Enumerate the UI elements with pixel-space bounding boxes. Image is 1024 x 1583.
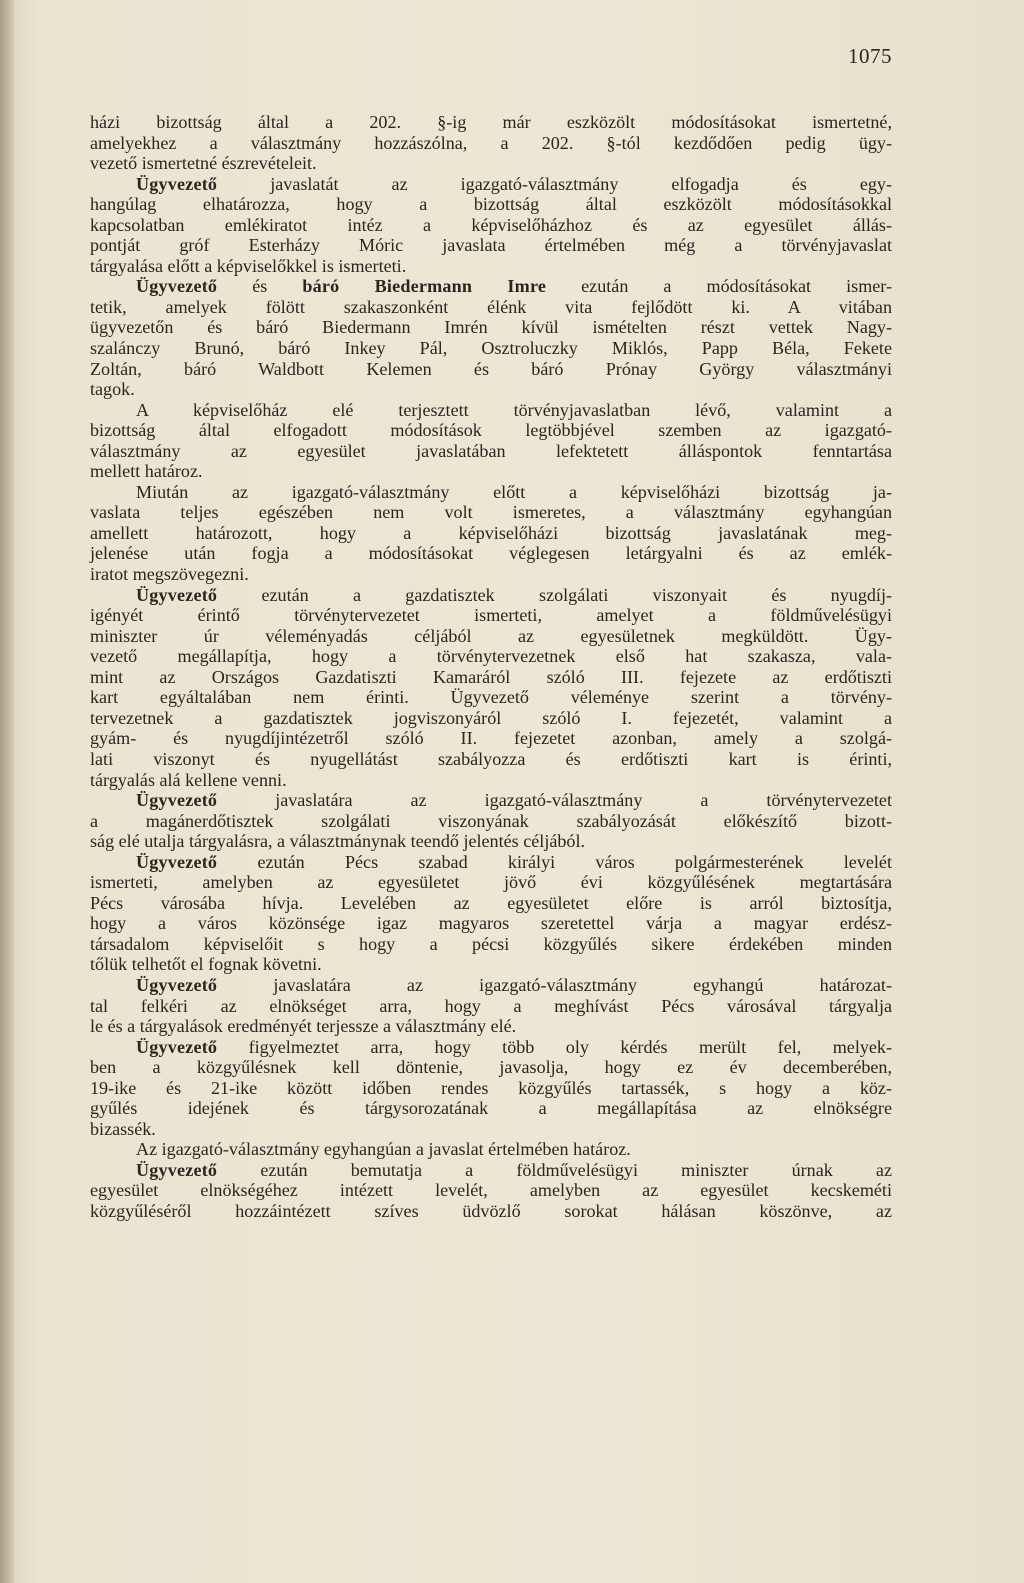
- text-line: [90, 646, 892, 667]
- line-text: ezután Pécs szabad királyi város polgármesterének levelét: [217, 851, 892, 872]
- text-line: [90, 400, 892, 421]
- line-text: figyelmeztet arra, hogy több oly kérdés merült fel, melyek-: [217, 1036, 892, 1057]
- text-line: [90, 1016, 892, 1037]
- line-text: kapcsolatban emlékiratot intéz a képviselőházhoz és az egyesület állás-: [90, 214, 892, 235]
- page-number: 1075: [848, 44, 892, 68]
- line-text: vezető ismertetné észrevételeit.: [90, 153, 317, 174]
- line-text: amellett határozott, hogy a képviselőházi bizottság javaslatának meg-: [90, 522, 892, 543]
- line-text: hogy a város közönsége igaz magyaros szeretettel várja a magyar erdész-: [90, 913, 892, 934]
- line-text: javaslatát az igazgató-választmány elfogadja és egy-: [217, 173, 892, 194]
- line-text: Pécs városába hívja. Levelében az egyesületet előre is arról biztosítja,: [90, 892, 892, 913]
- line-text: szalánczy Brunó, báró Inkey Pál, Osztroluczky Miklós, Papp Béla, Fekete: [90, 338, 892, 359]
- text-line: [90, 749, 892, 770]
- line-text: vaslata teljes egészében nem volt ismeretes, a választmány egyhangúan: [90, 502, 892, 523]
- line-text: tetik, amelyek fölött szakaszonként élénk vita fejlődött ki. A vitában: [90, 296, 892, 317]
- text-line: [90, 1180, 892, 1201]
- bold-name: Ügyvezető: [136, 851, 218, 872]
- line-text: mint az Országos Gazdatiszti Kamaráról szóló III. fejezete az erdőtiszti: [90, 666, 892, 687]
- line-text: mellett határoz.: [90, 461, 203, 482]
- text-line: [90, 543, 892, 564]
- bold-name: Ügyvezető: [136, 1159, 218, 1180]
- text-line: [90, 585, 892, 606]
- line-text: ügyvezetőn és báró Biedermann Imrén kívül ismételten részt vettek Nagy-: [90, 317, 892, 338]
- line-text: gyám- és nyugdíjintézetről szóló II. fejezetet azonban, amely a szolgá-: [90, 728, 892, 749]
- text-line: [90, 338, 892, 359]
- line-text: tervezetnek a gazdatisztek jogviszonyáról szóló I. fejezetét, valamint a: [90, 707, 892, 728]
- text-line: [90, 441, 892, 462]
- line-text: tőlük telhetőt el fognak követni.: [90, 954, 322, 975]
- text-line: [90, 194, 892, 215]
- line-text: hangúlag elhatározza, hogy a bizottság által eszközölt módosításokkal: [90, 194, 892, 215]
- text-line: [90, 831, 892, 852]
- bold-name: Ügyvezető: [136, 974, 218, 995]
- text-line: [90, 482, 892, 503]
- line-text: tárgyalása előtt a képviselőkkel is ismerteti.: [90, 255, 407, 276]
- line-text: amelyekhez a választmány hozzászólna, a 202. §-tól kezdődően pedig ügy-: [90, 132, 892, 153]
- line-text: bizottság által elfogadott módosítások legtöbbjével szemben az igazgató-: [90, 420, 892, 441]
- text-line: [90, 852, 892, 873]
- line-text: ezután a gazdatisztek szolgálati viszonyait és nyugdíj-: [217, 584, 892, 605]
- line-text: Miután az igazgató-választmány előtt a képviselőházi bizottság ja-: [136, 481, 892, 502]
- bold-name: Ügyvezető: [136, 790, 218, 811]
- text-line: [90, 1119, 892, 1140]
- text-line: [90, 667, 892, 688]
- line-text: gyűlés idejének és tárgysorozatának a megállapítása az elnökségre: [90, 1098, 892, 1119]
- text-line: [90, 790, 892, 811]
- text-line: [90, 996, 892, 1017]
- text-line: [90, 235, 892, 256]
- text-line: [90, 1037, 892, 1058]
- line-text: igényét érintő törvénytervezetet ismerteti, amelyet a földművelésügyi: [90, 605, 892, 626]
- line-text: választmány az egyesület javaslatában lefektetett álláspontok fenntartása: [90, 440, 892, 461]
- bold-name: Ügyvezető: [136, 1036, 218, 1057]
- text-line: [90, 770, 892, 791]
- text-line: [90, 215, 892, 236]
- text-line: [90, 174, 892, 195]
- line-text: ismerteti, amelyben az egyesületet jövő évi közgyűlésének megtartására: [90, 872, 892, 893]
- line-text: a magánerdőtisztek szolgálati viszonyának szabályozását előkészítő bizott-: [90, 810, 892, 831]
- text-line: [90, 461, 892, 482]
- line-text: közgyűléséről hozzáintézett szíves üdvözlő sorokat hálásan köszönve, az: [90, 1200, 892, 1221]
- body-text: [90, 112, 892, 1222]
- line-text: ság elé utalja tárgyalásra, a választmánynak teendő jelentés céljából.: [90, 831, 586, 852]
- text-line: [90, 112, 892, 133]
- line-text: javaslatára az igazgató-választmány egyhangú határozat-: [217, 974, 892, 995]
- text-line: [90, 420, 892, 441]
- text-line: [90, 317, 892, 338]
- line-text: jelenése után fogja a módosításokat véglegesen letárgyalni és az emlék-: [90, 543, 892, 564]
- text-line: [90, 1057, 892, 1078]
- bold-name: báró Biedermann Imre: [302, 276, 547, 297]
- text-line: [90, 975, 892, 996]
- text-line: [90, 872, 892, 893]
- text-line: [90, 564, 892, 585]
- text-line: [90, 133, 892, 154]
- text-line: [90, 687, 892, 708]
- line-text: miniszter úr véleményadás céljából az egyesületnek megküldött. Ügy-: [90, 625, 892, 646]
- line-text: bizassék.: [90, 1118, 156, 1139]
- line-text: egyesület elnökségéhez intézett levelét, amelyben az egyesület kecskeméti: [90, 1180, 892, 1201]
- text-line: [90, 502, 892, 523]
- page-binding-edge: [0, 0, 14, 1583]
- text-line: [90, 1078, 892, 1099]
- line-text: és: [217, 276, 303, 297]
- line-text: tal felkéri az elnökséget arra, hogy a meghívást Pécs városával tárgyalja: [90, 995, 892, 1016]
- line-text: tárgyalás alá kellene venni.: [90, 769, 287, 790]
- line-text: javaslatára az igazgató-választmány a törvénytervezetet: [217, 790, 892, 811]
- line-text: lati viszonyt és nyugellátást szabályozza és erdőtiszti kart is érinti,: [90, 748, 892, 769]
- text-line: [90, 297, 892, 318]
- bold-name: Ügyvezető: [136, 276, 218, 297]
- line-text: Zoltán, báró Waldbott Kelemen és báró Prónay György választmányi: [90, 358, 892, 379]
- text-line: [90, 605, 892, 626]
- text-line: [90, 1160, 892, 1181]
- text-line: [90, 708, 892, 729]
- text-line: [90, 256, 892, 277]
- line-text: Az igazgató-választmány egyhangúan a javaslat értelmében határoz.: [136, 1139, 631, 1160]
- text-line: [90, 379, 892, 400]
- text-line: [90, 626, 892, 647]
- line-text: házi bizottság által a 202. §-ig már eszközölt módosításokat ismertetné,: [90, 112, 892, 132]
- text-line: [90, 913, 892, 934]
- line-text: A képviselőház elé terjesztett törvényjavaslatban lévő, valamint a: [136, 399, 892, 420]
- line-text: pontját gróf Esterházy Móric javaslata értelmében még a törvényjavaslat: [90, 235, 892, 256]
- line-text: iratot megszövegezni.: [90, 564, 249, 585]
- text-line: [90, 934, 892, 955]
- text-line: [90, 811, 892, 832]
- bold-name: Ügyvezető: [136, 584, 218, 605]
- text-line: [90, 954, 892, 975]
- line-text: ezután a módosításokat ismer-: [546, 276, 892, 297]
- text-line: [90, 359, 892, 380]
- text-line: [90, 1098, 892, 1119]
- line-text: le és a tárgyalások eredményét terjessze a választmány elé.: [90, 1016, 517, 1037]
- line-text: tagok.: [90, 379, 135, 400]
- line-text: társadalom képviselőit s hogy a pécsi közgyűlés sikere érdekében minden: [90, 933, 892, 954]
- text-line: [90, 153, 892, 174]
- text-line: [90, 1139, 892, 1160]
- line-text: vezető megállapítja, hogy a törvénytervezetnek első hat szakasza, vala-: [90, 646, 892, 667]
- line-text: ezután bemutatja a földművelésügyi miniszter úrnak az: [217, 1159, 892, 1180]
- line-text: ben a közgyűlésnek kell döntenie, javasolja, hogy ez év decemberében,: [90, 1057, 892, 1078]
- text-line: [90, 893, 892, 914]
- text-line: [90, 276, 892, 297]
- text-line: [90, 728, 892, 749]
- text-line: [90, 1201, 892, 1222]
- bold-name: Ügyvezető: [136, 173, 218, 194]
- text-line: [90, 523, 892, 544]
- line-text: kart egyáltalában nem érinti. Ügyvezető véleménye szerint a törvény-: [90, 687, 892, 708]
- line-text: 19-ike és 21-ike között időben rendes közgyűlés tartassék, s hogy a köz-: [90, 1077, 892, 1098]
